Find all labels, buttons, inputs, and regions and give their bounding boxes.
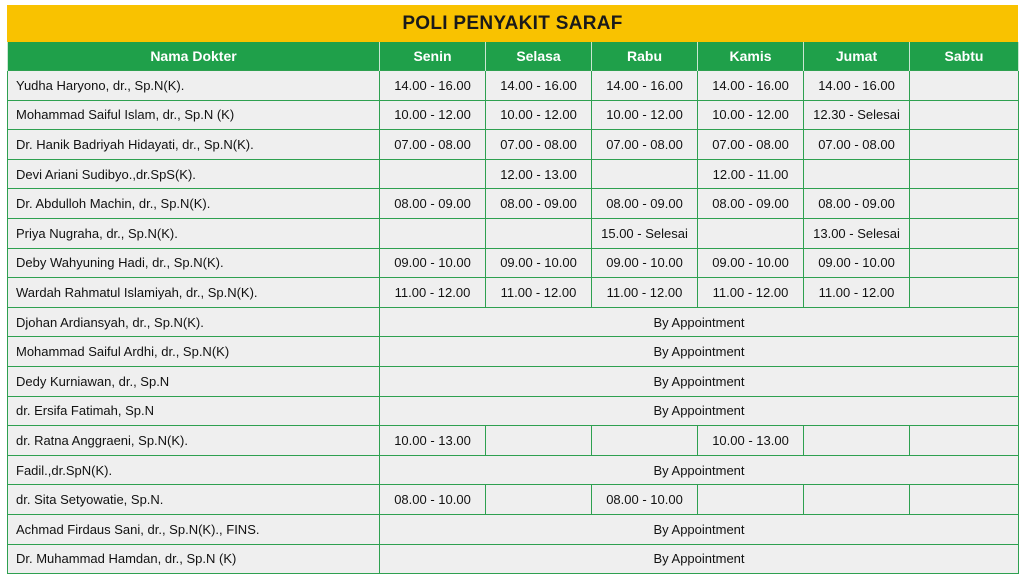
doctor-name: Dr. Abdulloh Machin, dr., Sp.N(K).: [8, 189, 380, 219]
schedule-cell: 10.00 - 12.00: [380, 100, 486, 130]
schedule-cell: 12.00 - 11.00: [698, 159, 804, 189]
schedule-cell: [804, 426, 910, 456]
doctor-name: Dedy Kurniawan, dr., Sp.N: [8, 366, 380, 396]
schedule-cell: [910, 218, 1019, 248]
schedule-cell: 08.00 - 09.00: [698, 189, 804, 219]
schedule-cell: [910, 159, 1019, 189]
schedule-cell: 09.00 - 10.00: [804, 248, 910, 278]
doctor-name: Wardah Rahmatul Islamiyah, dr., Sp.N(K).: [8, 278, 380, 308]
schedule-cell: [698, 485, 804, 515]
schedule-cell: 09.00 - 10.00: [380, 248, 486, 278]
table-row: [8, 248, 1019, 278]
schedule-cell: [380, 218, 486, 248]
schedule-cell: 08.00 - 10.00: [592, 485, 698, 515]
schedule-cell: 14.00 - 16.00: [486, 71, 592, 101]
table-row: [8, 278, 1019, 308]
schedule-cell: 09.00 - 10.00: [486, 248, 592, 278]
doctor-name: Yudha Haryono, dr., Sp.N(K).: [8, 71, 380, 101]
schedule-cell: 07.00 - 08.00: [698, 130, 804, 160]
schedule-cell: 14.00 - 16.00: [592, 71, 698, 101]
table-row: [8, 366, 1019, 396]
appointment-cell: By Appointment: [380, 337, 1019, 367]
doctor-name: Fadil.,dr.SpN(K).: [8, 455, 380, 485]
schedule-cell: 08.00 - 09.00: [592, 189, 698, 219]
schedule-cell: [910, 130, 1019, 160]
appointment-cell: By Appointment: [380, 307, 1019, 337]
schedule-cell: 11.00 - 12.00: [804, 278, 910, 308]
schedule-cell: 14.00 - 16.00: [804, 71, 910, 101]
doctor-name: Deby Wahyuning Hadi, dr., Sp.N(K).: [8, 248, 380, 278]
schedule-cell: 11.00 - 12.00: [380, 278, 486, 308]
schedule-cell: [698, 218, 804, 248]
appointment-cell: By Appointment: [380, 514, 1019, 544]
table-row: [8, 485, 1019, 515]
header-selasa: Selasa: [486, 42, 592, 71]
table-row: [8, 544, 1019, 574]
table-row: [8, 337, 1019, 367]
schedule-cell: [910, 189, 1019, 219]
schedule-cell: [910, 426, 1019, 456]
schedule-cell: [910, 100, 1019, 130]
schedule-cell: 08.00 - 09.00: [486, 189, 592, 219]
doctor-name: Dr. Hanik Badriyah Hidayati, dr., Sp.N(K).: [8, 130, 380, 160]
schedule-cell: [910, 71, 1019, 101]
doctor-name: Dr. Muhammad Hamdan, dr., Sp.N (K): [8, 544, 380, 574]
schedule-cell: 11.00 - 12.00: [486, 278, 592, 308]
doctor-name: Devi Ariani Sudibyo.,dr.SpS(K).: [8, 159, 380, 189]
table-row: [8, 71, 1019, 101]
header-nama-dokter: Nama Dokter: [8, 42, 380, 71]
schedule-cell: 13.00 - Selesai: [804, 218, 910, 248]
appointment-cell: By Appointment: [380, 544, 1019, 574]
schedule-cell: 12.30 - Selesai: [804, 100, 910, 130]
appointment-cell: By Appointment: [380, 396, 1019, 426]
table-row: [8, 307, 1019, 337]
table-header-row: [8, 42, 1019, 71]
schedule-cell: [592, 426, 698, 456]
schedule-cell: 11.00 - 12.00: [698, 278, 804, 308]
schedule-cell: 14.00 - 16.00: [380, 71, 486, 101]
schedule-cell: 15.00 - Selesai: [592, 218, 698, 248]
schedule-panel: [7, 5, 1018, 574]
table-body: [8, 71, 1019, 574]
appointment-cell: By Appointment: [380, 455, 1019, 485]
schedule-cell: 07.00 - 08.00: [592, 130, 698, 160]
schedule-cell: 14.00 - 16.00: [698, 71, 804, 101]
doctor-name: Priya Nugraha, dr., Sp.N(K).: [8, 218, 380, 248]
appointment-cell: By Appointment: [380, 366, 1019, 396]
schedule-cell: [380, 159, 486, 189]
schedule-cell: 07.00 - 08.00: [804, 130, 910, 160]
schedule-cell: [486, 426, 592, 456]
header-sabtu: Sabtu: [910, 42, 1019, 71]
schedule-cell: 07.00 - 08.00: [380, 130, 486, 160]
table-row: [8, 218, 1019, 248]
schedule-cell: [910, 485, 1019, 515]
table-row: [8, 455, 1019, 485]
schedule-cell: 10.00 - 13.00: [698, 426, 804, 456]
doctor-name: Mohammad Saiful Islam, dr., Sp.N (K): [8, 100, 380, 130]
doctor-name: Mohammad Saiful Ardhi, dr., Sp.N(K): [8, 337, 380, 367]
schedule-cell: 11.00 - 12.00: [592, 278, 698, 308]
table-row: [8, 426, 1019, 456]
schedule-cell: [804, 159, 910, 189]
page-title: POLI PENYAKIT SARAF: [7, 5, 1018, 42]
header-rabu: Rabu: [592, 42, 698, 71]
table-row: [8, 514, 1019, 544]
table-row: [8, 100, 1019, 130]
table-row: [8, 396, 1019, 426]
table-row: [8, 159, 1019, 189]
table-row: [8, 189, 1019, 219]
doctor-name: Achmad Firdaus Sani, dr., Sp.N(K)., FINS.: [8, 514, 380, 544]
header-kamis: Kamis: [698, 42, 804, 71]
schedule-cell: 08.00 - 09.00: [380, 189, 486, 219]
schedule-cell: 09.00 - 10.00: [698, 248, 804, 278]
schedule-cell: 09.00 - 10.00: [592, 248, 698, 278]
schedule-cell: 12.00 - 13.00: [486, 159, 592, 189]
schedule-cell: [486, 485, 592, 515]
schedule-cell: [910, 248, 1019, 278]
doctor-name: dr. Ratna Anggraeni, Sp.N(K).: [8, 426, 380, 456]
schedule-cell: 07.00 - 08.00: [486, 130, 592, 160]
schedule-cell: 08.00 - 10.00: [380, 485, 486, 515]
header-jumat: Jumat: [804, 42, 910, 71]
schedule-cell: [486, 218, 592, 248]
doctor-name: dr. Sita Setyowatie, Sp.N.: [8, 485, 380, 515]
schedule-cell: 10.00 - 12.00: [486, 100, 592, 130]
header-senin: Senin: [380, 42, 486, 71]
doctor-name: Djohan Ardiansyah, dr., Sp.N(K).: [8, 307, 380, 337]
doctor-name: dr. Ersifa Fatimah, Sp.N: [8, 396, 380, 426]
table-row: [8, 130, 1019, 160]
schedule-cell: 08.00 - 09.00: [804, 189, 910, 219]
schedule-cell: 10.00 - 12.00: [698, 100, 804, 130]
schedule-cell: [804, 485, 910, 515]
schedule-cell: 10.00 - 12.00: [592, 100, 698, 130]
schedule-cell: [592, 159, 698, 189]
schedule-cell: [910, 278, 1019, 308]
schedule-cell: 10.00 - 13.00: [380, 426, 486, 456]
schedule-table: [7, 42, 1019, 574]
